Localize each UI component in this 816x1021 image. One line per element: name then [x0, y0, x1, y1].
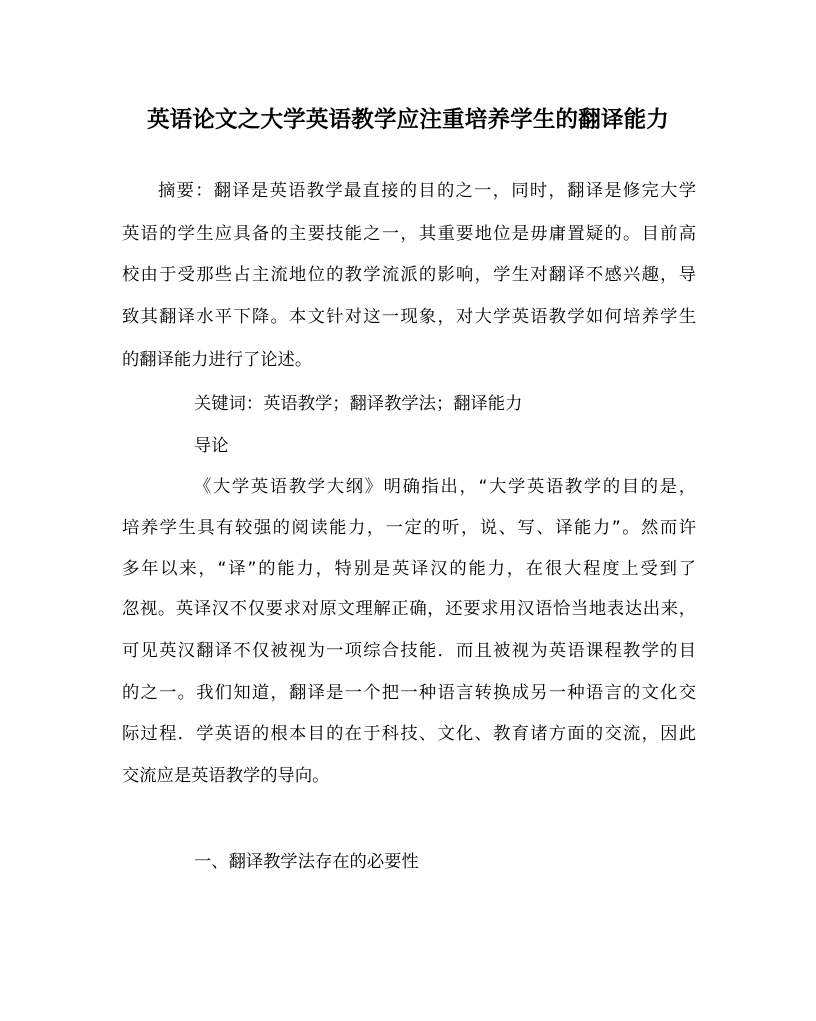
body-line: 忽视。英译汉不仅要求对原文理解正确，还要求用汉语恰当地表达出来，: [122, 599, 696, 619]
abstract-line: 英语的学生应具备的主要技能之一，其重要地位是毋庸置疑的。目前高: [122, 224, 696, 244]
body-line: 培养学生具有较强的阅读能力，一定的听，说、写、译能力”。然而许: [122, 518, 696, 538]
section-heading: 一、翻译教学法存在的必要性: [194, 852, 419, 872]
body-line: 际过程．学英语的根本目的在于科技、文化、教育诸方面的交流，因此: [122, 724, 696, 744]
intro-heading: 导论: [194, 436, 229, 456]
body-line: 多年以来，“译”的能力，特别是英译汉的能力，在很大程度上受到了: [122, 559, 696, 579]
body-line: 的之一。我们知道，翻译是一个把一种语言转换成另一种语言的文化交: [122, 683, 696, 703]
abstract-line: 致其翻译水平下降。本文针对这一现象，对大学英语教学如何培养学生: [122, 307, 696, 327]
abstract-line: 的翻译能力进行了论述。: [122, 350, 313, 370]
abstract-line: 校由于受那些占主流地位的教学流派的影响，学生对翻译不感兴趣，导: [122, 265, 696, 285]
body-line: 交流应是英语教学的导向。: [122, 766, 330, 786]
body-line: 《大学英语教学大纲》明确指出，“大学英语教学的目的是，: [194, 477, 696, 497]
keywords-line: 关键词：英语教学；翻译教学法；翻译能力: [194, 394, 523, 414]
document-title: 英语论文之大学英语教学应注重培养学生的翻译能力: [146, 107, 670, 133]
body-line: 可见英汉翻译不仅被视为一项综合技能．而且被视为英语课程教学的目: [122, 641, 696, 661]
abstract-line: 摘要：翻译是英语教学最直接的目的之一，同时，翻译是修完大学: [158, 181, 696, 201]
